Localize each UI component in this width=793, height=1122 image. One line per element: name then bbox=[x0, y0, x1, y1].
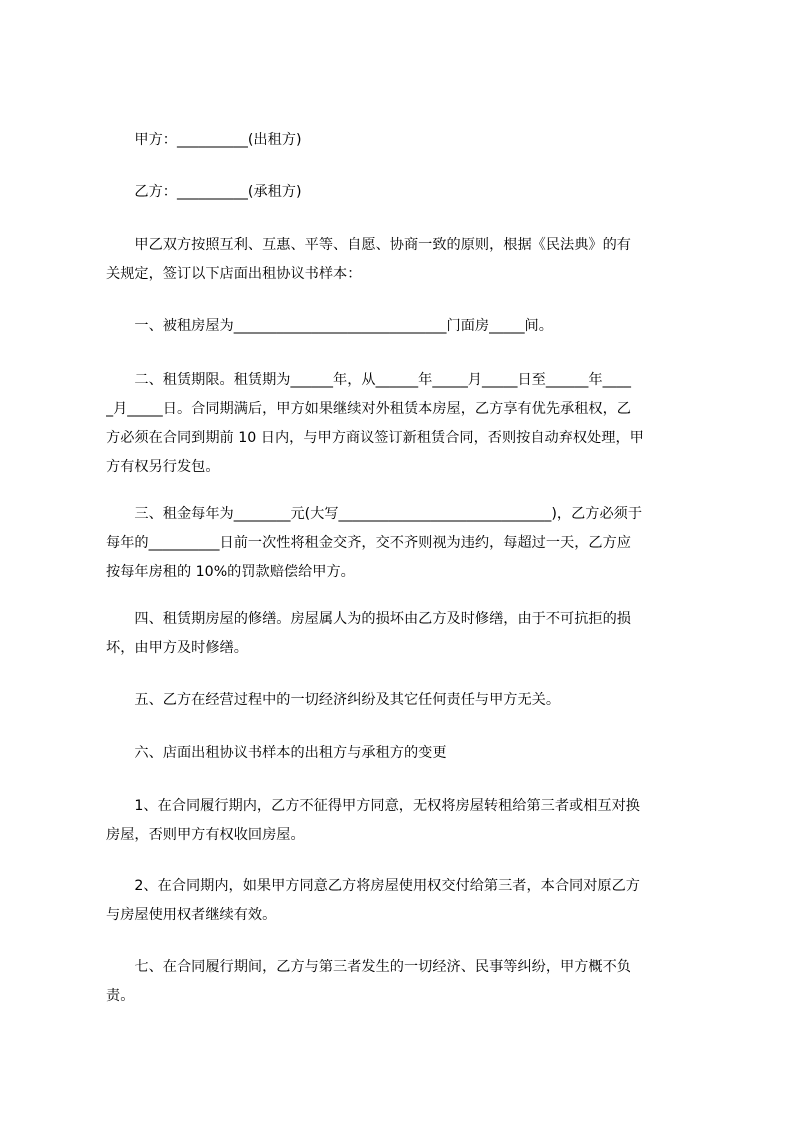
clause-3-paragraph bbox=[106, 500, 702, 587]
party-a-line bbox=[106, 126, 702, 155]
text-line: 甲方：__________(出租方) bbox=[106, 132, 302, 148]
preamble-paragraph bbox=[106, 231, 702, 289]
text-line: 每年的__________日前一次性将租金交齐，交不齐则视为违约，每超过一天，乙方应 bbox=[106, 535, 631, 551]
text-line: 二、租赁期限。租赁期为______年，从______年_____月_____日至______年____ bbox=[106, 372, 631, 388]
text-line: 1、在合同履行期内，乙方不征得甲方同意，无权将房屋转租给第三者或相互对换 bbox=[106, 798, 640, 814]
text-line: 方必须在合同到期前 10 日内，与甲方商议签订新租赁合同，否则按自动弃权处理，甲 bbox=[106, 430, 644, 446]
text-line: 责。 bbox=[106, 988, 135, 1004]
text-line: 2、在合同期内，如果甲方同意乙方将房屋使用权交付给第三者，本合同对原乙方 bbox=[106, 878, 640, 894]
text-line: 五、乙方在经营过程中的一切经济纠纷及其它任何责任与甲方无关。 bbox=[106, 692, 561, 708]
text-line: _月_____日。合同期满后，甲方如果继续对外租赁本房屋，乙方享有优先承租权，乙 bbox=[106, 401, 631, 417]
clause-4-paragraph bbox=[106, 605, 702, 663]
clause-6-item-1 bbox=[106, 792, 702, 850]
text-line: 方有权另行发包。 bbox=[106, 459, 220, 475]
text-line: 乙方：__________(承租方) bbox=[106, 184, 302, 200]
clause-6-item-2 bbox=[106, 872, 702, 930]
text-line: 房屋，否则甲方有权收回房屋。 bbox=[106, 827, 305, 843]
text-line: 坏，由甲方及时修缮。 bbox=[106, 640, 248, 656]
text-line: 与房屋使用权者继续有效。 bbox=[106, 907, 277, 923]
text-line: 七、在合同履行期间，乙方与第三者发生的一切经济、民事等纠纷，甲方概不负 bbox=[106, 959, 631, 975]
clause-2-paragraph bbox=[106, 366, 702, 482]
party-b-line bbox=[106, 178, 702, 207]
text-line: 三、租金每年为________元(大写______________________________)，乙方必须于 bbox=[106, 506, 643, 522]
text-line: 一、被租房屋为______________________________门面房_____间。 bbox=[106, 318, 553, 334]
text-line: 甲乙双方按照互利、互惠、平等、自愿、协商一致的原则，根据《民法典》的有 bbox=[106, 237, 631, 253]
clause-6-heading bbox=[106, 739, 702, 768]
clause-1-paragraph bbox=[106, 312, 702, 341]
clause-7-paragraph bbox=[106, 953, 702, 1011]
text-line: 四、租赁期房屋的修缮。房屋属人为的损坏由乙方及时修缮，由于不可抗拒的损 bbox=[106, 611, 631, 627]
text-line: 关规定，签订以下店面出租协议书样本： bbox=[106, 266, 362, 282]
text-line: 六、店面出租协议书样本的出租方与承租方的变更 bbox=[106, 745, 447, 761]
clause-5-paragraph bbox=[106, 686, 702, 715]
text-line: 按每年房租的 10%的罚款赔偿给甲方。 bbox=[106, 564, 355, 580]
